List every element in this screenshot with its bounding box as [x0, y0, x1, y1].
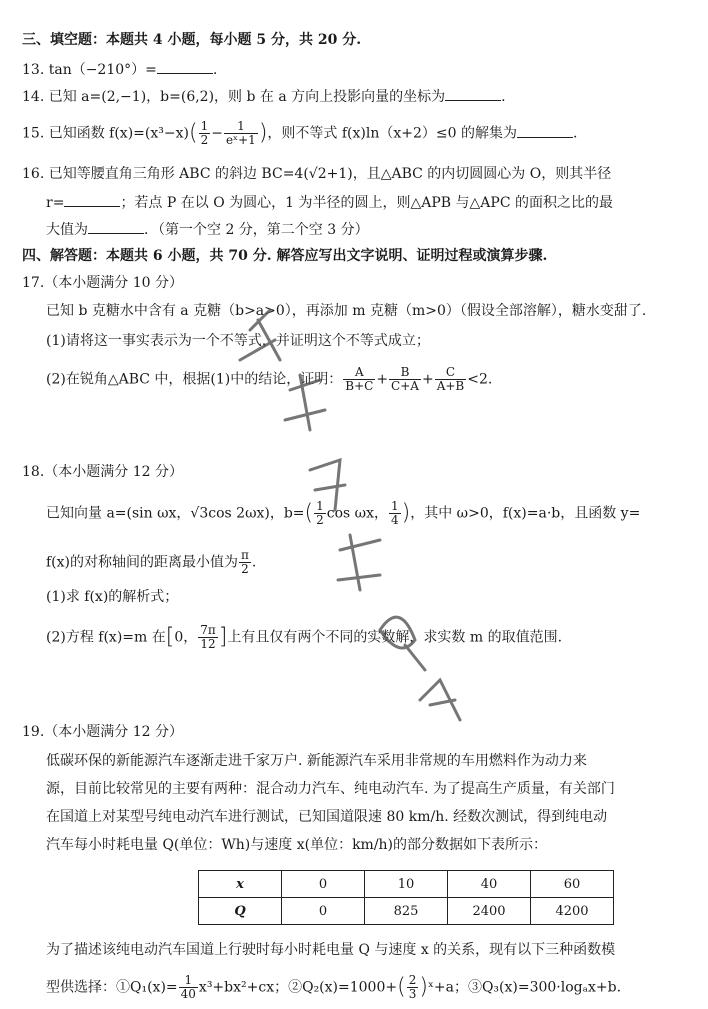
q19-head: 19.（本小题满分 12 分） [22, 724, 183, 740]
question-16-line1: 16. 已知等腰直角三角形 ABC 的斜边 BC=4(√2+1)，且△ABC 的内切圆圆心为 O，则其半径 [22, 166, 612, 182]
q19-line6a: 型供选择：①Q₁(x)= [46, 979, 178, 996]
numerator: 7π [200, 623, 216, 637]
paren-close: ) [258, 120, 268, 146]
q15-answer-blank[interactable] [517, 123, 573, 138]
q17-part2-text: (2)在锐角△ABC 中，根据(1)中的结论，证明： [46, 371, 343, 388]
q18-line2-text: f(x)的对称轴间的距离最小值为 [46, 554, 239, 571]
bracket-open: [ [165, 624, 175, 650]
table-row [199, 898, 614, 925]
denominator: C+A [391, 379, 419, 393]
q19-line5: 为了描述该纯电动汽车国道上行驶时每小时耗电量 Q 与速度 x 的关系，现有以下三种函数模 [46, 942, 616, 958]
q18-line1b: ，其中 ω>0，f(x)=a·b，且函数 y= [410, 505, 641, 522]
paren-close: ) [419, 974, 428, 1000]
question-15: 15. 已知函数 f(x)=(x³−x)( $\frac{1}{2}$ − $\frac{1}{\text{eˣ+1}}$ )，则不等式 f(x)ln（x+2）≤0 的解集为 . [22, 119, 578, 147]
numerator: B [389, 366, 421, 380]
q19-model2-fraction [407, 974, 419, 1001]
q19-line4: 汽车每小时耗电量 Q(单位：Wh)与速度 x(单位：km/h)的部分数据如下表所示： [46, 837, 548, 853]
q19-model1-fraction [179, 974, 198, 1001]
question-13: 13. tan（−210°）= . [22, 59, 217, 80]
numerator: 1 [391, 499, 399, 513]
denominator: 2 [200, 133, 209, 147]
table-cell: 4200 [531, 898, 614, 925]
q19-line6 [46, 974, 621, 1001]
q17-fraction-a [343, 366, 375, 393]
q18-part2b: 上有且仅有两个不同的实数解，求实数 m 的取值范围. [227, 629, 563, 646]
q17-line1: 已知 b 克糖水中含有 a 克糖（b>a>0），再添加 m 克糖（m>0）（假设全部溶解），糖水变甜了. [46, 303, 647, 319]
q17-head: 17.（本小题满分 10 分） [22, 275, 183, 291]
numerator: 1 [179, 974, 198, 988]
q19-line6c: ˣ+a；③Q₃(x)=300·logₐx+b. [427, 979, 622, 996]
question-14: 14. 已知 a=(2,−1)，b=(6,2)，则 b 在 a 方向上投影向量的坐标为 . [22, 86, 506, 107]
q13-answer-blank[interactable] [157, 59, 213, 74]
paren-open: ( [188, 120, 198, 146]
numerator: C [435, 366, 467, 380]
q16-line3-text: ．（第一个空 2 分，第二个空 3 分） [144, 222, 369, 238]
denominator: 3 [408, 987, 417, 1001]
q19-line1: 低碳环保的新能源汽车逐渐走进千家万户. 新能源汽车采用非常规的车用燃料作为动力来 [46, 753, 587, 769]
q19-line2: 源，目前比较常见的主要有两种：混合动力汽车、纯电动汽车. 为了提高生产质量，有关部门 [46, 781, 615, 797]
q14-text: 14. 已知 a=(2,−1)，b=(6,2)，则 b 在 a 方向上投影向量的坐标为 [22, 89, 446, 105]
watermark-stroke [338, 535, 380, 590]
denominator: 2 [241, 562, 249, 576]
watermark-stroke [420, 680, 460, 720]
q18-part1: (1)求 f(x)的解析式； [46, 589, 179, 605]
paren-close: ) [401, 500, 411, 526]
q19-data-table [198, 870, 614, 925]
q18-part2a: (2)方程 f(x)=m 在 [46, 629, 166, 646]
q13-text: 13. tan（−210°）= [22, 62, 157, 78]
q14-answer-blank[interactable] [445, 86, 501, 101]
q15-fraction-2 [224, 120, 258, 147]
question-16-line2 [22, 192, 613, 213]
denominator: eˣ+1 [225, 133, 256, 147]
q18-line1 [46, 500, 640, 527]
q16-blank-1[interactable] [64, 192, 120, 207]
numerator: A [343, 366, 375, 380]
denominator: A+B [436, 379, 465, 393]
q17-fraction-b [389, 366, 421, 393]
q16-blank-2[interactable] [88, 219, 144, 234]
table-cell: 10 [365, 871, 448, 898]
table-row [199, 871, 614, 898]
q18-head: 18.（本小题满分 12 分） [22, 464, 183, 480]
denominator: 2 [316, 513, 324, 527]
table-cell: Q [199, 898, 282, 925]
denominator: 4 [391, 513, 399, 527]
q16-line3-label: 大值为 [46, 222, 88, 238]
q18-part2 [46, 624, 562, 651]
table-cell: 2400 [448, 898, 531, 925]
q18-line1a: 已知向量 a=(sin ωx，√3cos 2ωx)，b= [46, 505, 305, 522]
q18-interval-end [198, 624, 218, 651]
q15-fraction-1 [199, 120, 211, 147]
q18-b-mid: cos ωx， [326, 505, 388, 522]
paren-open: ( [304, 500, 314, 526]
table-cell: 825 [365, 898, 448, 925]
table-cell: 60 [531, 871, 614, 898]
bracket-close: ] [218, 624, 228, 650]
q15-post: ，则不等式 f(x)ln（x+2）≤0 的解集为 [267, 125, 517, 142]
numerator: 1 [316, 499, 324, 513]
q15-pre: 15. 已知函数 f(x)=(x³−x) [22, 125, 189, 142]
q17-tail: <2. [467, 371, 493, 388]
numerator: 1 [200, 119, 209, 133]
q16-r-label: r= [46, 195, 65, 211]
denominator: B+C [345, 379, 374, 393]
section3-heading: 三、填空题：本题共 4 小题，每小题 5 分，共 20 分. [22, 32, 362, 48]
q17-part1: (1)请将这一事实表示为一个不等式，并证明这个不等式成立； [46, 333, 430, 349]
numerator: π [241, 548, 249, 562]
table-cell: x [199, 871, 282, 898]
numerator: 1 [224, 120, 258, 134]
table-cell: 40 [448, 871, 531, 898]
q18-pi-fraction [239, 549, 251, 576]
q17-part2: (2)在锐角△ABC 中，根据(1)中的结论，证明： $\frac{A}{B+C}$ + $\frac{B}{C+A}$ + $\frac{C}{A+B}$ <2. [46, 365, 493, 393]
q19-line6b: x³+bx²+cx；②Q₂(x)=1000+ [198, 979, 398, 996]
q18-line2: f(x)的对称轴间的距离最小值为 $\frac{\pi}{2}$ . [46, 548, 257, 576]
q18-interval-start: 0， [174, 629, 198, 646]
table-cell: 0 [282, 898, 365, 925]
denominator: 12 [200, 637, 216, 651]
denominator: 40 [180, 987, 196, 1001]
question-16-line3 [22, 219, 369, 240]
section4-heading: 四、解答题：本题共 6 小题，共 70 分. 解答应写出文字说明、证明过程或演算步骤. [22, 248, 548, 264]
paren-open: ( [397, 974, 406, 1000]
q18-b-fraction-1 [314, 500, 326, 527]
q19-line3: 在国道上对某型号纯电动汽车进行测试，已知国道限速 80 km/h. 经数次测试，得到纯电动 [46, 809, 608, 825]
q17-fraction-c [435, 366, 467, 393]
table-cell: 0 [282, 871, 365, 898]
q16-line2-text: ；若点 P 在以 O 为圆心，1 为半径的圆上，则△APB 与△APC 的面积之比的最 [120, 195, 613, 211]
numerator: 2 [408, 973, 417, 987]
q18-b-fraction-2 [389, 500, 401, 527]
